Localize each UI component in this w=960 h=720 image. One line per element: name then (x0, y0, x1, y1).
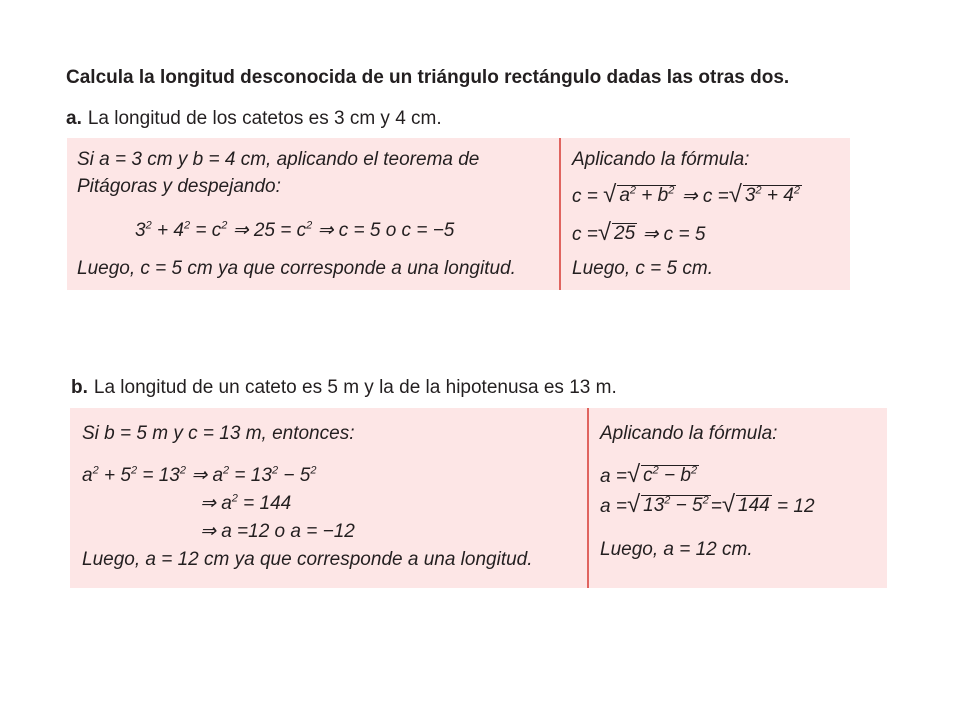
part-b-text: La longitud de un cateto es 5 m y la de la hipotenusa es 13 m. (93, 377, 617, 398)
part-b-letter: b. (71, 377, 88, 398)
part-b-right-heading: Aplicando la fórmula: (600, 423, 778, 444)
part-b-formula: a = √ $c^2 - b^2$ (600, 461, 698, 488)
part-b-eq2: ⇒ $a^2 = 144$ (200, 492, 292, 514)
part-a-solution-box (67, 138, 850, 290)
exercise-title: Calcula la longitud desconocida de un triángulo rectángulo dadas las otras dos. (66, 67, 790, 88)
part-a-left-conclusion: Luego, c = 5 cm ya que corresponde a una longitud. (77, 258, 516, 279)
part-b-divider (587, 408, 589, 588)
part-a-divider (559, 138, 561, 290)
part-b-eq1: $a^2 + 5^2 = 13^2$ ⇒ $a^2 = 13^2 - 5^2$ (82, 464, 317, 486)
part-a-equation: $3^2 + 4^2 = c^2$ ⇒ $25 = c^2$ ⇒ c = 5 o c = −5 (135, 219, 455, 241)
part-a-left-line2: Pitágoras y despejando: (77, 176, 281, 197)
part-b-right-conclusion: Luego, a = 12 cm. (600, 539, 753, 560)
part-b-statement (71, 377, 617, 399)
part-a-right-conclusion: Luego, c = 5 cm. (572, 258, 713, 279)
part-b-formula-result: a = √ $13^2 - 5^2$ = √ 144 = 12 (600, 491, 815, 518)
part-a-letter: a. (66, 108, 82, 129)
part-b-eq3: ⇒ a =12 o a = −12 (200, 521, 355, 542)
part-a-text: La longitud de los catetos es 3 cm y 4 cm. (87, 108, 442, 129)
part-a-right-heading: Aplicando la fórmula: (572, 149, 750, 170)
part-b-left-line1: Si b = 5 m y c = 13 m, entonces: (82, 423, 355, 444)
part-a-formula-result: c = √ 25 ⇒ c = 5 (572, 219, 706, 246)
part-a-formula: c = √ $a^2 + b^2$ ⇒ c = √ $3^2 + 4^2$ (572, 181, 800, 208)
part-b-solution-box (70, 408, 887, 588)
part-a-left-line1: Si a = 3 cm y b = 4 cm, aplicando el teorema de (77, 149, 480, 170)
part-b-left-conclusion: Luego, a = 12 cm ya que corresponde a una longitud. (82, 549, 533, 570)
part-a-statement (66, 108, 442, 130)
